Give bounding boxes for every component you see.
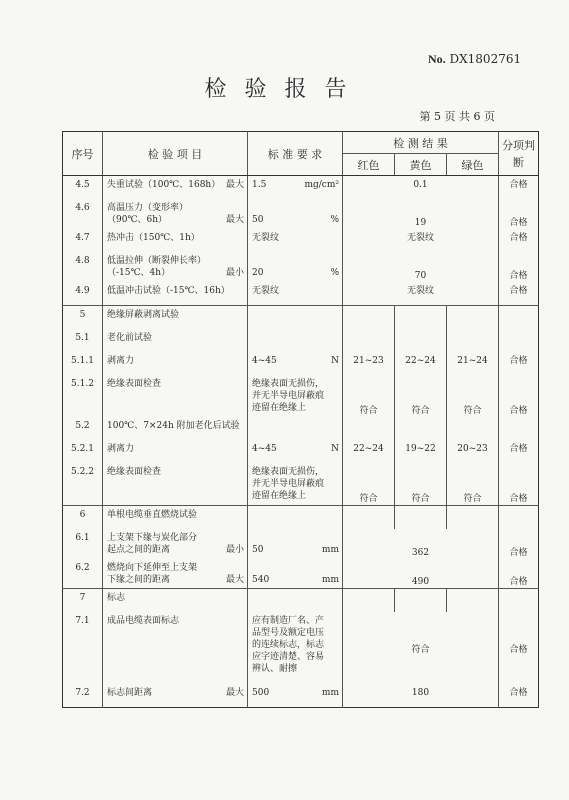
row-requirement xyxy=(248,176,343,200)
row-item xyxy=(103,589,248,613)
requirement-text xyxy=(252,355,342,367)
row-judgement: 合格 xyxy=(509,444,528,454)
row-item-text: 失重试验（100℃、168h） xyxy=(107,180,221,190)
requirement-value: 4~45 xyxy=(252,444,277,454)
table-row xyxy=(63,684,539,708)
requirement-value: 50 xyxy=(252,215,264,225)
result-merged: 无裂纹 xyxy=(343,229,499,252)
table-row xyxy=(63,229,539,252)
result-yellow xyxy=(395,329,447,352)
row-number: 6.2 xyxy=(63,559,103,589)
row-number: 5.2.1 xyxy=(63,440,103,463)
requirement-text xyxy=(252,285,342,297)
row-requirement xyxy=(248,505,343,529)
requirement-value: 绝缘表面无损伤， xyxy=(252,379,325,389)
row-requirement xyxy=(248,282,343,306)
requirement-text xyxy=(252,214,342,226)
result-red: 符合 xyxy=(343,375,395,417)
row-item xyxy=(103,176,248,200)
row-number: 5.1 xyxy=(63,329,103,352)
requirement-text-line: 并无半导电屏蔽痕 xyxy=(252,391,325,401)
row-item-text-2: （-15℃、4h） xyxy=(107,268,171,278)
inspection-table xyxy=(62,131,539,708)
requirement-value: 20 xyxy=(252,268,264,278)
row-item-text: 上支架下缘与炭化部分 xyxy=(107,532,198,543)
table-row xyxy=(63,199,539,229)
row-item-text: 绝缘表面检查 xyxy=(107,467,162,477)
row-item xyxy=(103,329,248,352)
row-item-text: 低温拉伸（断裂伸长率） xyxy=(107,256,207,266)
result-merged: 490 xyxy=(343,559,499,589)
requirement-unit: mm xyxy=(321,688,339,698)
requirement-text xyxy=(252,378,342,390)
document-number-label: No. xyxy=(428,52,446,66)
requirement-value: 50 xyxy=(252,544,264,555)
requirement-text-line: 迹留在绝缘上 xyxy=(252,491,307,501)
row-judgement: 合格 xyxy=(509,286,528,296)
result-green xyxy=(447,589,499,613)
requirement-text xyxy=(252,232,342,244)
row-judgement xyxy=(499,417,539,440)
row-judgement: 合格 xyxy=(509,577,528,587)
row-item xyxy=(103,229,248,252)
result-red: 22~24 xyxy=(343,440,395,463)
row-item xyxy=(103,352,248,375)
table-row xyxy=(63,559,539,589)
result-red xyxy=(343,417,395,440)
requirement-unit: % xyxy=(330,268,339,278)
requirement-text xyxy=(252,179,342,191)
row-judgement: 合格 xyxy=(509,180,528,190)
row-item-text: 标志 xyxy=(107,593,126,603)
table-row xyxy=(63,329,539,352)
row-number: 5.2.2 xyxy=(63,463,103,505)
row-item-text: 热冲击（150℃、1h） xyxy=(107,233,200,243)
document-number-value: DX1802761 xyxy=(449,52,522,66)
row-judgement: 合格 xyxy=(509,644,528,655)
row-item-text: 绝缘表面检查 xyxy=(107,379,162,389)
result-yellow: 符合 xyxy=(395,375,447,417)
row-requirement xyxy=(248,559,343,589)
requirement-text xyxy=(252,544,342,556)
row-judgement: 合格 xyxy=(509,271,528,281)
row-requirement xyxy=(248,375,343,417)
result-merged: 19 xyxy=(343,199,499,229)
row-item-text: 高温压力（变形率） xyxy=(107,203,189,213)
row-requirement xyxy=(248,463,343,505)
result-merged: 70 xyxy=(343,252,499,282)
table-row xyxy=(63,306,539,330)
result-merged: 0.1 xyxy=(343,176,499,200)
header-green: 绿色 xyxy=(447,154,499,176)
header-requirement: 标 准 要 求 xyxy=(248,132,343,176)
result-red xyxy=(343,329,395,352)
row-item-text: 单根电缆垂直燃烧试验 xyxy=(107,509,198,520)
row-requirement xyxy=(248,352,343,375)
row-requirement xyxy=(248,229,343,252)
table-row xyxy=(63,440,539,463)
result-red xyxy=(343,589,395,613)
requirement-unit: mm xyxy=(321,574,339,585)
row-item xyxy=(103,417,248,440)
row-item-text: 老化前试验 xyxy=(107,333,153,343)
row-requirement xyxy=(248,529,343,559)
table-row xyxy=(63,505,539,529)
requirement-text xyxy=(252,574,342,586)
requirement-text xyxy=(252,443,342,455)
table-row xyxy=(63,252,539,282)
row-item xyxy=(103,306,248,330)
row-number: 7 xyxy=(63,589,103,613)
table-row xyxy=(63,529,539,559)
row-number: 6.1 xyxy=(63,529,103,559)
result-yellow xyxy=(395,417,447,440)
result-red xyxy=(343,505,395,529)
result-merged: 无裂纹 xyxy=(343,282,499,306)
row-item xyxy=(103,282,248,306)
row-item-text: 标志间距离 xyxy=(107,688,153,698)
requirement-text-line: 辨认、耐擦 xyxy=(252,664,298,674)
row-number: 7.2 xyxy=(63,684,103,708)
table-row xyxy=(63,417,539,440)
requirement-text xyxy=(252,687,342,699)
requirement-unit: % xyxy=(330,215,339,225)
limit-label: 最大 xyxy=(225,215,244,225)
row-requirement xyxy=(248,252,343,282)
row-item xyxy=(103,612,248,684)
row-item-text: 剥离力 xyxy=(107,356,135,366)
row-item-text: 燃烧向下延伸至上支架 xyxy=(107,562,198,573)
requirement-value: 4~45 xyxy=(252,356,277,366)
requirement-value: 绝缘表面无损伤， xyxy=(252,467,325,477)
page-info: 第 5 页 共 6 页 xyxy=(419,110,495,123)
row-judgement xyxy=(499,329,539,352)
result-red: 符合 xyxy=(343,463,395,505)
row-judgement: 合格 xyxy=(509,547,528,558)
limit-label: 最大 xyxy=(225,574,244,585)
row-judgement: 合格 xyxy=(509,233,528,243)
header-seq: 序号 xyxy=(63,132,103,176)
header-result: 检 测 结 果 xyxy=(343,132,499,154)
requirement-value: 无裂纹 xyxy=(252,286,280,296)
requirement-value: 无裂纹 xyxy=(252,233,280,243)
requirement-unit: N xyxy=(331,356,339,366)
row-requirement xyxy=(248,589,343,613)
row-judgement: 合格 xyxy=(509,406,528,416)
row-requirement xyxy=(248,417,343,440)
row-number: 4.6 xyxy=(63,199,103,229)
row-item-text: 100℃、7×24h 附加老化后试验 xyxy=(107,421,240,431)
row-requirement xyxy=(248,306,343,330)
requirement-value: 500 xyxy=(252,688,270,698)
document-number xyxy=(428,52,521,67)
limit-label: 最大 xyxy=(225,688,244,698)
requirement-value: 应有制造厂名、产 xyxy=(252,616,325,626)
result-green: 符合 xyxy=(447,375,499,417)
row-judgement: 合格 xyxy=(509,493,528,504)
row-judgement: 合格 xyxy=(509,688,528,698)
result-red xyxy=(343,306,395,330)
row-item xyxy=(103,463,248,505)
requirement-value: 1.5 xyxy=(252,180,267,190)
table-row xyxy=(63,282,539,306)
result-green: 符合 xyxy=(447,463,499,505)
header-judgement: 分项判断 xyxy=(499,132,539,176)
row-judgement xyxy=(499,306,539,330)
row-requirement xyxy=(248,440,343,463)
table-row xyxy=(63,375,539,417)
row-item xyxy=(103,559,248,589)
row-number: 5.2 xyxy=(63,417,103,440)
row-item-text: 低温冲击试验（-15℃、16h） xyxy=(107,286,230,296)
result-green: 20~23 xyxy=(447,440,499,463)
table-row xyxy=(63,176,539,200)
requirement-unit: mg/cm² xyxy=(304,180,339,190)
header-item: 检 验 项 目 xyxy=(103,132,248,176)
row-item xyxy=(103,440,248,463)
row-item xyxy=(103,529,248,559)
row-item xyxy=(103,199,248,229)
requirement-text xyxy=(252,267,342,279)
requirement-text-line: 品型号及额定电压 xyxy=(252,628,325,638)
row-requirement xyxy=(248,684,343,708)
row-item-text: 剥离力 xyxy=(107,444,135,454)
page-title: 检验报告 xyxy=(204,77,365,102)
result-merged: 180 xyxy=(343,684,499,708)
stamp-mark xyxy=(538,380,569,490)
header-yellow: 黄色 xyxy=(395,154,447,176)
result-yellow xyxy=(395,306,447,330)
result-green xyxy=(447,306,499,330)
requirement-unit: N xyxy=(331,444,339,454)
row-judgement xyxy=(499,505,539,529)
requirement-text-line: 并无半导电屏蔽痕 xyxy=(252,479,325,489)
table-row xyxy=(63,589,539,613)
row-number: 4.7 xyxy=(63,229,103,252)
result-merged: 362 xyxy=(343,529,499,559)
limit-label: 最大 xyxy=(225,180,244,190)
row-number: 5.1.1 xyxy=(63,352,103,375)
result-green xyxy=(447,417,499,440)
row-judgement: 合格 xyxy=(509,218,528,228)
requirement-text xyxy=(252,615,342,627)
requirement-value: 540 xyxy=(252,574,270,585)
row-number: 7.1 xyxy=(63,612,103,684)
row-number: 5 xyxy=(63,306,103,330)
result-yellow xyxy=(395,589,447,613)
result-red: 21~23 xyxy=(343,352,395,375)
result-green xyxy=(447,505,499,529)
requirement-text-line: 迹留在绝缘上 xyxy=(252,403,307,413)
limit-label: 最小 xyxy=(225,544,244,555)
row-judgement: 合格 xyxy=(509,356,528,366)
result-green: 21~24 xyxy=(447,352,499,375)
row-requirement xyxy=(248,612,343,684)
table-row xyxy=(63,352,539,375)
result-yellow: 19~22 xyxy=(395,440,447,463)
row-number: 6 xyxy=(63,505,103,529)
requirement-unit: mm xyxy=(321,544,339,555)
row-number: 5.1.2 xyxy=(63,375,103,417)
row-requirement xyxy=(248,329,343,352)
row-item-text-2: 起点之间的距离 xyxy=(107,544,171,555)
header-red: 红色 xyxy=(343,154,395,176)
table-row xyxy=(63,463,539,505)
result-yellow: 符合 xyxy=(395,463,447,505)
requirement-text-line: 应字迹清楚、容易 xyxy=(252,652,325,662)
row-number: 4.9 xyxy=(63,282,103,306)
result-yellow: 22~24 xyxy=(395,352,447,375)
row-item-text: 成品电缆表面标志 xyxy=(107,616,180,626)
result-yellow xyxy=(395,505,447,529)
table-row xyxy=(63,612,539,684)
limit-label: 最小 xyxy=(225,268,244,278)
row-item xyxy=(103,505,248,529)
row-number: 4.5 xyxy=(63,176,103,200)
row-item-text-2: （90℃、6h） xyxy=(107,215,168,225)
row-requirement xyxy=(248,199,343,229)
result-green xyxy=(447,329,499,352)
result-merged: 符合 xyxy=(343,612,499,684)
row-item xyxy=(103,252,248,282)
row-judgement xyxy=(499,589,539,613)
requirement-text xyxy=(252,466,342,478)
row-item xyxy=(103,684,248,708)
row-item-text-2: 下缘之间的距离 xyxy=(107,574,171,585)
row-item xyxy=(103,375,248,417)
row-item-text: 绝缘屏蔽剥离试验 xyxy=(107,310,180,320)
row-number: 4.8 xyxy=(63,252,103,282)
requirement-text-line: 的连续标志，标志 xyxy=(252,640,325,650)
